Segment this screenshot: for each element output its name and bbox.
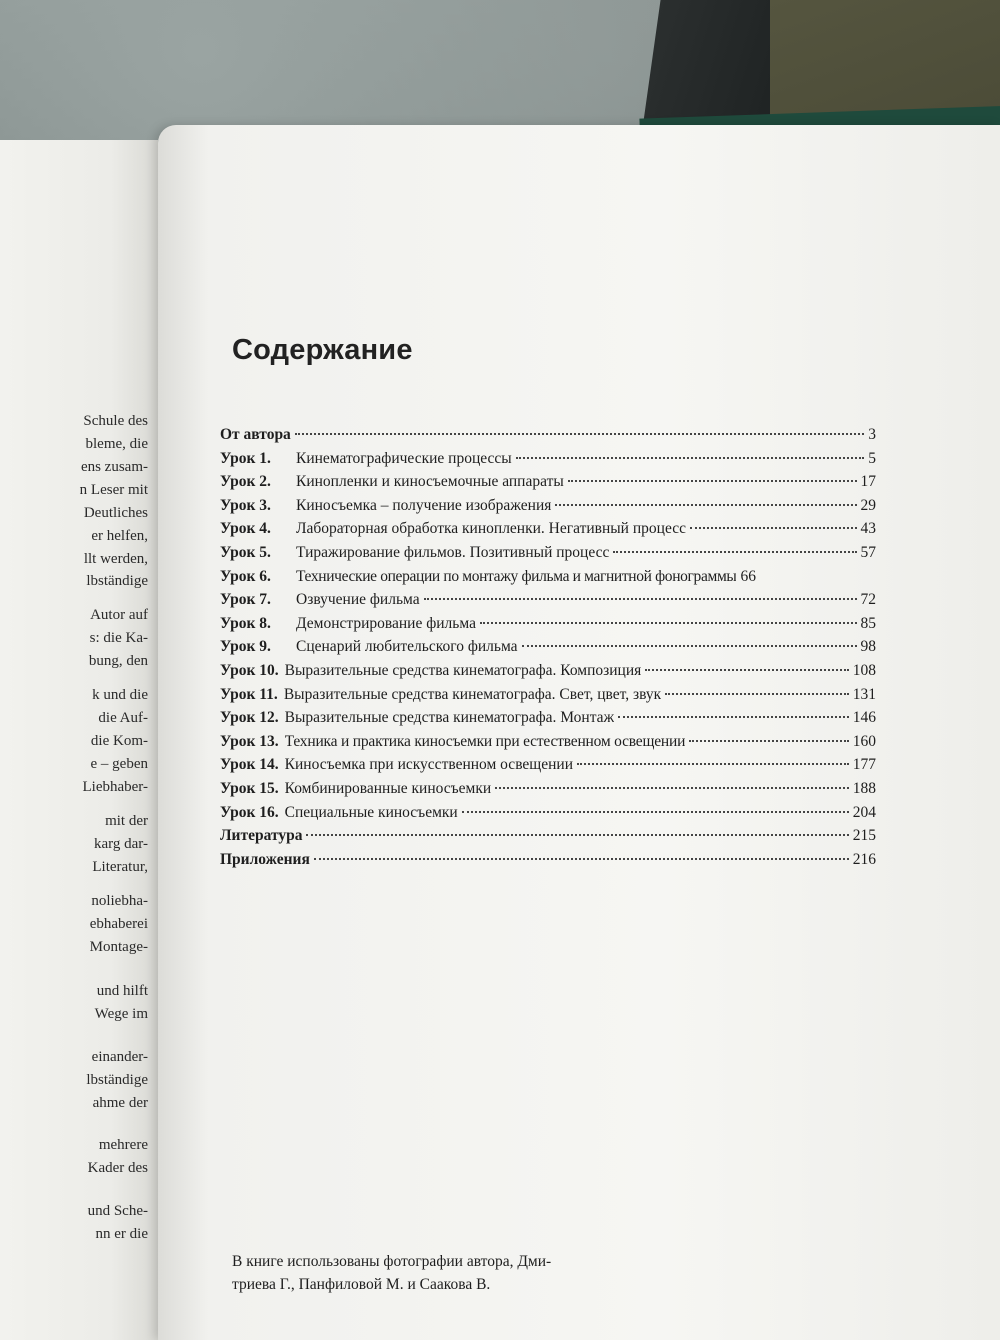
toc-leader-dots [690,527,857,529]
toc-lesson-title: Специальные киносъемки [284,803,458,821]
toc-lesson-label: Урок 9. [220,638,271,656]
toc-page-number: 17 [860,473,876,491]
toc-leader-dots [516,457,865,459]
toc-page-number: 66 [740,567,756,585]
left-page-line: er helfen, [91,528,148,544]
page-title: Содержание [232,334,413,366]
toc-leader-dots [555,504,856,506]
toc-leader-dots [618,716,849,718]
photo-credit-note [232,1250,632,1296]
left-page-line: lbständige [86,1072,148,1088]
toc-entry-appendices[interactable] [220,851,876,875]
left-page-line: nn er die [95,1226,148,1242]
toc-page-number: 131 [852,685,876,703]
toc-lesson-title: Кинематографические процессы [296,449,512,467]
toc-section-label: От автора [220,426,291,443]
toc-page-number: 160 [852,732,876,750]
toc-entry-lesson-5[interactable] [220,544,876,568]
toc-leader-dots [424,598,857,600]
left-page-line: ebhaberei [89,916,148,932]
toc-leader-dots [480,622,857,624]
left-page-line: die Kom- [90,733,148,749]
toc-entry-lesson-2[interactable] [220,473,876,497]
left-page-line: Deutliches [83,505,148,521]
left-page-line: bleme, die [85,436,148,452]
left-page-line: mehrere [98,1137,148,1153]
toc-entry-lesson-6[interactable] [220,568,876,592]
toc-leader-dots [568,480,857,482]
toc-lesson-label: Урок 13. [220,732,279,750]
left-page-line: Liebhaber- [82,779,148,795]
toc-page-number: 204 [852,803,876,821]
toc-page-number: 57 [860,543,876,561]
toc-leader-dots [645,669,848,671]
toc-lesson-label: Урок 3. [220,496,271,514]
table-of-contents [220,426,876,874]
toc-page-number: 146 [852,709,876,727]
toc-leader-dots [314,858,849,860]
toc-page-number: 5 [868,449,876,467]
left-page-line: ens zusam- [80,459,148,475]
toc-lesson-label: Урок 16. [220,803,279,821]
toc-leader-dots [522,645,857,647]
toc-entry-lesson-10[interactable] [220,662,876,686]
toc-lesson-title: Лабораторная обработка кинопленки. Негативный процесс [296,520,686,538]
left-page-line: einander- [91,1049,148,1065]
toc-section-label: Приложения [220,850,310,868]
left-page-line: llt werden, [83,551,148,567]
toc-lesson-label: Урок 1. [220,449,271,467]
left-page-line: Schule des [83,413,148,429]
toc-entry-lesson-12[interactable] [220,709,876,733]
toc-lesson-title: Комбинированные киносъемки [284,779,492,797]
toc-lesson-title: Технические операции по монтажу фильма и магнитной фонограммы [296,567,737,585]
toc-entry-lesson-8[interactable] [220,615,876,639]
toc-lesson-label: Урок 11. [220,685,278,703]
toc-leader-dots [665,693,849,695]
toc-page-number: 98 [860,638,876,656]
toc-lesson-title: Киносъемка при искусственном освещении [284,756,573,774]
left-page-line: und Sche- [87,1203,148,1219]
toc-lesson-title: Выразительные средства кинематографа. Монтаж [284,709,615,727]
left-page-line: mit der [105,813,148,829]
left-page-line: e – geben [90,756,148,772]
toc-leader-dots [689,740,849,742]
left-page-line: ahme der [92,1095,148,1111]
toc-lesson-title: Озвучение фильма [296,591,420,609]
toc-page-number: 108 [852,661,876,679]
toc-entry-lesson-7[interactable] [220,591,876,615]
toc-page-number: 188 [852,779,876,797]
toc-leader-dots [306,834,848,836]
toc-leader-dots [613,551,856,553]
left-page-line: Montage- [89,939,148,955]
toc-lesson-label: Урок 15. [220,779,279,797]
photo-credit-line: триева Г., Панфиловой М. и Саакова В. [232,1276,491,1293]
toc-leader-dots [295,433,864,435]
left-page-line: karg dar- [94,836,148,852]
toc-lesson-title: Сценарий любительского фильма [296,638,518,656]
left-page-line: noliebha- [91,893,148,909]
left-page-line: Kader des [87,1160,148,1176]
toc-lesson-label: Урок 14. [220,756,279,774]
left-page-line: und hilft [96,983,148,999]
toc-lesson-title: Выразительные средства кинематографа. Композиция [284,661,642,679]
toc-leader-dots [495,787,849,789]
left-page-line: s: die Ka- [89,630,148,646]
toc-lesson-title: Выразительные средства кинематографа. Свет, цвет, звук [283,685,662,703]
toc-lesson-label: Урок 12. [220,709,279,727]
left-page-line: lbständige [86,573,148,589]
toc-lesson-label: Урок 5. [220,543,271,561]
toc-lesson-label: Урок 7. [220,591,271,609]
toc-page-number: 177 [852,756,876,774]
toc-lesson-label: Урок 4. [220,520,271,538]
toc-page-number: 85 [860,614,876,632]
left-page-line: die Auf- [98,710,148,726]
toc-entry-lesson-11[interactable] [220,686,876,710]
left-page [0,140,158,1340]
toc-page-number: 3 [868,426,876,443]
toc-entry-literature[interactable] [220,827,876,851]
toc-entry-lesson-4[interactable] [220,520,876,544]
toc-lesson-label: Урок 10. [220,661,279,679]
toc-leader-dots [462,811,849,813]
toc-entry-author[interactable] [220,426,876,450]
toc-page-number: 215 [852,827,876,845]
left-page-line: k und die [92,687,148,703]
toc-lesson-title: Киносъемка – получение изображения [296,496,552,514]
toc-lesson-label: Урок 8. [220,614,271,632]
toc-lesson-title: Тиражирование фильмов. Позитивный процесс [296,543,610,561]
left-page-line: Wege im [94,1006,148,1022]
toc-leader-dots [577,763,849,765]
toc-lesson-title: Демонстрирование фильма [296,614,476,632]
toc-page-number: 216 [852,850,876,868]
toc-lesson-title: Техника и практика киносъемки при естественном освещении [284,732,686,750]
toc-page-number: 72 [860,591,876,609]
photo-credit-line: В книге использованы фотографии автора, Дми- [232,1253,552,1270]
toc-lesson-title: Кинопленки и киносъемочные аппараты [296,473,564,491]
toc-entry-lesson-15[interactable] [220,780,876,804]
toc-entry-lesson-14[interactable] [220,756,876,780]
toc-lesson-label: Урок 2. [220,473,271,491]
toc-entry-lesson-3[interactable] [220,497,876,521]
toc-page-number: 43 [860,520,876,538]
left-page-line: bung, den [88,653,148,669]
toc-lesson-label: Урок 6. [220,567,271,585]
left-page-line: Literatur, [92,859,148,875]
toc-page-number: 29 [860,496,876,514]
toc-section-label: Литература [220,827,303,845]
left-page-line: n Leser mit [79,482,148,498]
toc-entry-lesson-13[interactable] [220,733,876,757]
toc-entry-lesson-1[interactable] [220,450,876,474]
left-page-line: Autor auf [90,607,148,623]
toc-entry-lesson-16[interactable] [220,804,876,828]
toc-entry-lesson-9[interactable] [220,638,876,662]
